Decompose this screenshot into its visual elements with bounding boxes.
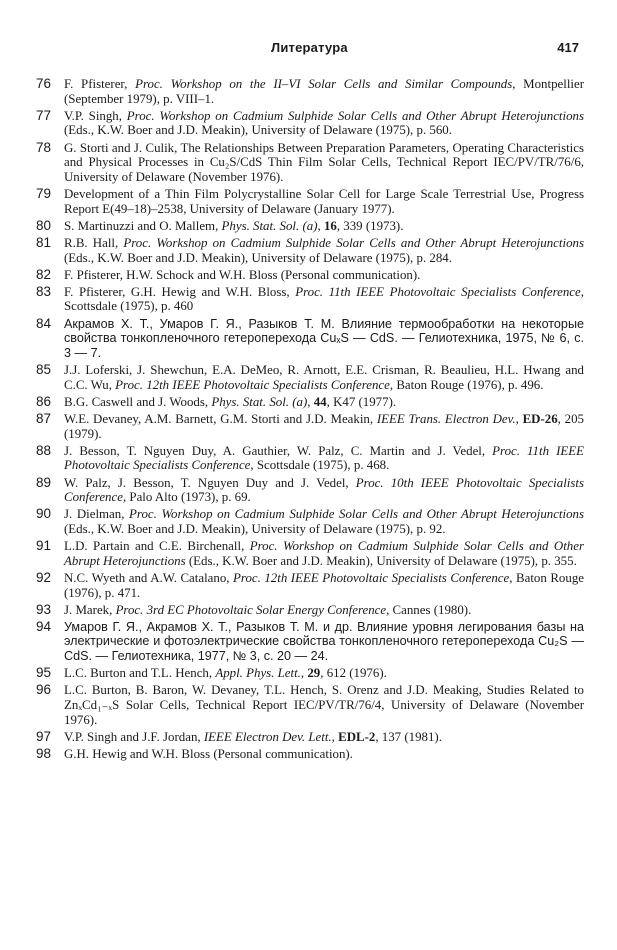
reference-text-segment: 29 (307, 666, 321, 681)
reference-text (64, 187, 584, 216)
reference-text-segment: , Scottsdale (1975), p. 460 (64, 284, 584, 314)
reference-text (64, 620, 584, 664)
reference-text-segment: Proc. 10th IEEE Photovoltaic Specialists Conference (64, 475, 584, 505)
reference-text (64, 571, 584, 600)
reference-text (64, 363, 584, 392)
reference-text-segment: , 137 (1981). (375, 729, 442, 744)
reference-text-segment: L.D. Partain and C.E. Birchenall, (64, 539, 250, 554)
reference-text-segment: , 339 (1973). (336, 218, 404, 233)
reference-item (36, 77, 584, 106)
reference-text-segment: F. Pfisterer, G.H. Hewig and W.H. Bloss, (64, 284, 296, 299)
reference-number: 86 (36, 393, 52, 409)
reference-text-segment: , Baton Rouge (1976), p. 496. (389, 377, 544, 392)
reference-number: 87 (36, 411, 52, 426)
reference-text-segment: , 205 (1979). (64, 412, 584, 441)
reference-item (36, 476, 584, 505)
reference-text-segment: (Eds., K.W. Boer and J.D. Meakin), University of Delaware (1975), p. 284. (64, 250, 452, 265)
reference-text-segment: G. Storti and J. Culik, The Relationships Between Preparation Parameters, Operating Characteristics and Physical Processes in Cu₂S/CdS Thin Film Solar Cells, Technical Report IEC/PV/TR/76/6, University of Delaware (November 1976). (64, 140, 584, 184)
reference-text-segment: L.C. Burton, B. Baron, W. Devaney, T.L. Hench, S. Orenz and J.D. Meaking, Studies Related to ZnₓCd₁₋ₓS Solar Cells, Technical Report IEC/PV/TR/76/4, University of Delaware (November 1976). (64, 683, 584, 727)
reference-text-segment: J. Marek, (64, 602, 116, 617)
reference-text-segment: F. Pfisterer, (64, 77, 136, 91)
reference-number: 76 (36, 76, 52, 91)
reference-item (36, 571, 584, 600)
reference-text-segment: Proc. 3rd EC Photovoltaic Solar Energy Conference (115, 602, 387, 617)
reference-text-segment: W.E. Devaney, A.M. Barnett, G.M. Storti and J.D. Meakin, (64, 412, 377, 426)
reference-text-segment: J. Besson, T. Nguyen Duy, A. Gauthier, W. Palz, C. Martin and J. Vedel, (64, 443, 493, 458)
reference-number: 98 (36, 746, 52, 761)
reference-item (36, 620, 584, 664)
reference-item (36, 141, 584, 185)
reference-text-segment: Proc. 11th IEEE Photovoltaic Specialists Conference (64, 443, 584, 473)
reference-text (64, 268, 584, 283)
reference-text-segment: , Palo Alto (1973), p. 69. (122, 490, 251, 505)
reference-text (64, 412, 584, 441)
reference-number: 89 (36, 474, 52, 490)
reference-text (64, 507, 584, 536)
reference-text (64, 666, 584, 681)
reference-text-segment: , Cannes (1980). (386, 602, 472, 617)
reference-text-segment: EDL-2 (338, 729, 376, 744)
reference-number: 97 (36, 728, 52, 744)
reference-number: 78 (36, 139, 52, 155)
reference-text-segment: (Eds., K.W. Boer and J.D. Meakin), University of Delaware (1975), p. 92. (64, 521, 446, 536)
reference-item (36, 187, 584, 216)
reference-text-segment: V.P. Singh and J.F. Jordan, (64, 729, 204, 744)
reference-text-segment: , (300, 666, 308, 681)
reference-number: 77 (36, 107, 52, 123)
reference-text (64, 747, 584, 762)
reference-text (64, 109, 584, 138)
reference-text-segment: Phys. Stat. Sol. (a) (221, 218, 318, 233)
reference-text-segment: J.J. Loferski, J. Shewchun, E.A. DeMeo, R. Arnott, E.E. Crisman, R. Beaulieu, H.L. Hwang and C.C. Wu, (64, 363, 584, 392)
reference-text (64, 285, 584, 314)
reference-text-segment: R.B. Hall, (64, 235, 124, 250)
reference-text-segment: , K47 (1977). (326, 394, 397, 409)
reference-text-segment: G.H. Hewig and W.H. Bloss (Personal communication). (64, 747, 353, 761)
reference-text-segment: 44 (313, 394, 327, 409)
reference-text (64, 444, 584, 473)
reference-text-segment: B.G. Caswell and J. Woods, (64, 394, 212, 409)
reference-number: 82 (36, 266, 52, 282)
reference-text-segment: Умаров Г. Я., Акрамов Х. Т., Разыков Т. М. и др. Влияние уровня легирования базы на электрические и фотоэлектрические свойства тонкопленочного гетероперехода Cu₂S — CdS. — Гелиотехника, 1977, № 3, с. 20 — 24. (64, 619, 584, 664)
reference-text-segment: , (331, 729, 339, 744)
reference-text-segment: F. Pfisterer, H.W. Schock and W.H. Bloss (Personal communication). (64, 267, 421, 282)
reference-number: 94 (36, 618, 52, 634)
reference-text-segment: Proc. Workshop on Cadmium Sulphide Solar Cells and Other Abrupt Heterojunctions (126, 108, 584, 123)
reference-text-segment: IEEE Electron Dev. Lett. (203, 729, 332, 744)
reference-item (36, 747, 584, 762)
reference-text (64, 141, 584, 185)
reference-text-segment: Proc. 12th IEEE Photovoltaic Specialists Conference (233, 570, 510, 585)
reference-item (36, 285, 584, 314)
reference-text (64, 539, 584, 568)
reference-text-segment: IEEE Trans. Electron Dev. (376, 412, 516, 426)
reference-text (64, 317, 584, 361)
reference-item (36, 109, 584, 138)
reference-text-segment: (Eds., K.W. Boer and J.D. Meakin), University of Delaware (1975), p. 560. (64, 123, 452, 138)
reference-text-segment: , 612 (1976). (320, 666, 387, 681)
reference-text-segment: L.C. Burton and T.L. Hench, (64, 666, 216, 681)
reference-text-segment: , (317, 218, 324, 233)
reference-item (36, 539, 584, 568)
reference-text-segment: Proc. 12th IEEE Photovoltaic Specialists Conference (115, 377, 390, 392)
reference-item (36, 444, 584, 473)
reference-item (36, 236, 584, 265)
reference-item (36, 219, 584, 234)
reference-item (36, 603, 584, 618)
reference-text-segment: Proc. Workshop on Cadmium Sulphide Solar Cells and Other Abrupt Heterojunctions (129, 507, 584, 522)
reference-text-segment: Proc. Workshop on Cadmium Sulphide Solar Cells and Other Abrupt Heterojunctions (64, 539, 584, 568)
reference-text-segment: ED-26 (522, 412, 558, 426)
page-title: Литература (271, 40, 348, 55)
reference-number: 83 (36, 283, 52, 299)
reference-item (36, 412, 584, 441)
reference-text-segment: (Eds., K.W. Boer and J.D. Meakin), University of Delaware (1975), p. 355. (185, 553, 577, 568)
reference-text (64, 395, 584, 410)
reference-number: 84 (36, 315, 52, 331)
reference-text-segment: , (307, 394, 314, 409)
reference-number: 92 (36, 569, 52, 585)
reference-text-segment: 16 (323, 218, 337, 233)
reference-number: 88 (36, 442, 52, 458)
reference-text-segment: Phys. Stat. Sol. (a) (211, 394, 308, 409)
reference-number: 95 (36, 665, 52, 681)
reference-text-segment: W. Palz, J. Besson, T. Nguyen Duy and J. Vedel, (64, 475, 356, 490)
page-number: 417 (557, 40, 579, 55)
reference-item (36, 363, 584, 392)
reference-text-segment: S. Martinuzzi and O. Mallem, (64, 218, 222, 233)
reference-number: 93 (36, 601, 52, 617)
reference-text-segment: Proc. 11th IEEE Photovoltaic Specialists Conference (295, 284, 581, 299)
reference-number: 81 (36, 234, 52, 250)
reference-text (64, 603, 584, 618)
reference-text (64, 683, 584, 727)
reference-text-segment: , (515, 412, 523, 426)
reference-item (36, 666, 584, 681)
reference-text-segment: , Scottsdale (1975), p. 468. (250, 458, 390, 473)
reference-text (64, 236, 584, 265)
reference-number: 79 (36, 185, 52, 201)
reference-item (36, 683, 584, 727)
reference-item (36, 317, 584, 361)
reference-text (64, 730, 584, 745)
page-header (0, 40, 617, 58)
reference-number: 85 (36, 362, 52, 378)
reference-text-segment: Development of a Thin Film Polycrystalline Solar Cell for Large Scale Terrestrial Use, Progress Report E(49–18)–2538, University of Delaware (January 1977). (64, 186, 584, 216)
reference-text-segment: Акрамов Х. Т., Умаров Г. Я., Разыков Т. М. Влияние термообработки на некоторые свойства тонкопленочного гетероперехода CuₓS — CdS. — Гелиотехника, 1975, № 6, с. 3 — 7. (64, 316, 584, 360)
reference-text-segment: N.C. Wyeth and A.W. Catalano, (64, 570, 234, 585)
reference-item (36, 507, 584, 536)
reference-text-segment: , Baton Rouge (1976), p. 471. (64, 570, 584, 600)
reference-item (36, 395, 584, 410)
reference-text-segment: Proc. Workshop on Cadmium Sulphide Solar Cells and Other Abrupt Heterojunctions (123, 235, 584, 250)
reference-list (36, 77, 584, 764)
reference-text (64, 476, 584, 505)
reference-text (64, 77, 584, 106)
reference-text (64, 219, 584, 234)
reference-text-segment: J. Dielman, (64, 507, 130, 522)
reference-number: 96 (36, 682, 52, 698)
reference-number: 80 (36, 217, 52, 233)
reference-number: 91 (36, 538, 52, 554)
reference-text-segment: Appl. Phys. Lett. (215, 666, 301, 681)
reference-text-segment: Proc. Workshop on the II–VI Solar Cells and Similar Compounds (135, 77, 513, 91)
reference-item (36, 730, 584, 745)
reference-text-segment: V.P. Singh, (64, 108, 127, 123)
reference-number: 90 (36, 506, 52, 522)
reference-item (36, 268, 584, 283)
reference-text-segment: , Montpellier (September 1979), p. VIII–1. (64, 77, 584, 106)
